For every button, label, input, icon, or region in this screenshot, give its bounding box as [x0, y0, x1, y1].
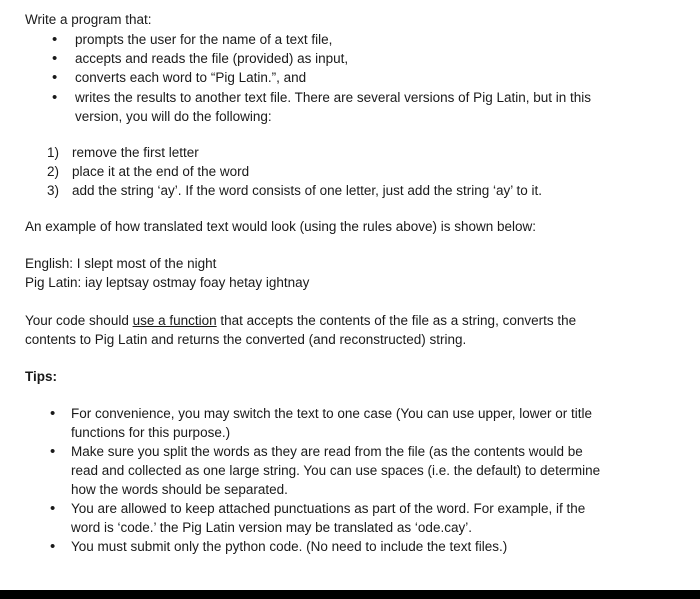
bullet-icon: •	[50, 538, 56, 555]
requirement-item: writes the results to another text file. There are several versions of Pig Latin, but in this	[75, 90, 592, 105]
function-requirement-text: that accepts the contents of the file as a string, converts the	[216, 313, 577, 328]
requirement-item: converts each word to “Pig Latin.”, and	[75, 70, 307, 85]
step-text: add the string ‘ay’. If the word consists of one letter, just add the string ‘ay’ to it.	[72, 183, 542, 198]
example-intro: An example of how translated text would look (using the rules above) is shown below:	[25, 219, 537, 234]
bullet-icon: •	[50, 500, 56, 517]
tip-line: Make sure you split the words as they are read from the file (as the contents would be	[71, 444, 583, 459]
bullet-icon: •	[52, 50, 58, 67]
step-number: 1)	[47, 145, 60, 160]
tip-line: word is ‘code.’ the Pig Latin version may be translated as ‘ode.cay’.	[71, 520, 472, 535]
requirement-item-continued: version, you will do the following:	[75, 109, 272, 124]
tip-line: functions for this purpose.)	[71, 425, 231, 440]
requirement-item: accepts and reads the file (provided) as input,	[75, 51, 349, 66]
bottom-border	[0, 590, 700, 599]
use-a-function-underlined: use a function	[132, 313, 217, 328]
function-requirement-text: Your code should	[25, 313, 133, 328]
bullet-icon: •	[52, 31, 58, 48]
step-text: remove the first letter	[72, 145, 199, 160]
tip-line: You must submit only the python code. (No need to include the text files.)	[71, 539, 508, 554]
function-requirement-continued: contents to Pig Latin and returns the converted (and reconstructed) string.	[25, 332, 467, 347]
step-number: 2)	[47, 164, 60, 179]
tip-line: how the words should be separated.	[71, 482, 288, 497]
piglatin-example: Pig Latin: iay leptsay ostmay foay hetay ightnay	[25, 275, 310, 290]
bullet-icon: •	[50, 443, 56, 460]
bullet-icon: •	[50, 405, 56, 422]
english-example: English: I slept most of the night	[25, 256, 217, 271]
tip-line: For convenience, you may switch the text to one case (You can use upper, lower or title	[71, 406, 593, 421]
requirement-item: prompts the user for the name of a text file,	[75, 32, 333, 47]
tip-line: read and collected as one large string. You can use spaces (i.e. the default) to determine	[71, 463, 601, 478]
step-text: place it at the end of the word	[72, 164, 250, 179]
tip-line: You are allowed to keep attached punctuations as part of the word. For example, if the	[71, 501, 586, 516]
bullet-icon: •	[52, 69, 58, 86]
function-requirement	[25, 311, 576, 330]
step-number: 3)	[47, 183, 60, 198]
bullet-icon: •	[52, 89, 58, 106]
tips-heading: Tips:	[25, 369, 58, 384]
intro-text: Write a program that:	[25, 12, 152, 27]
